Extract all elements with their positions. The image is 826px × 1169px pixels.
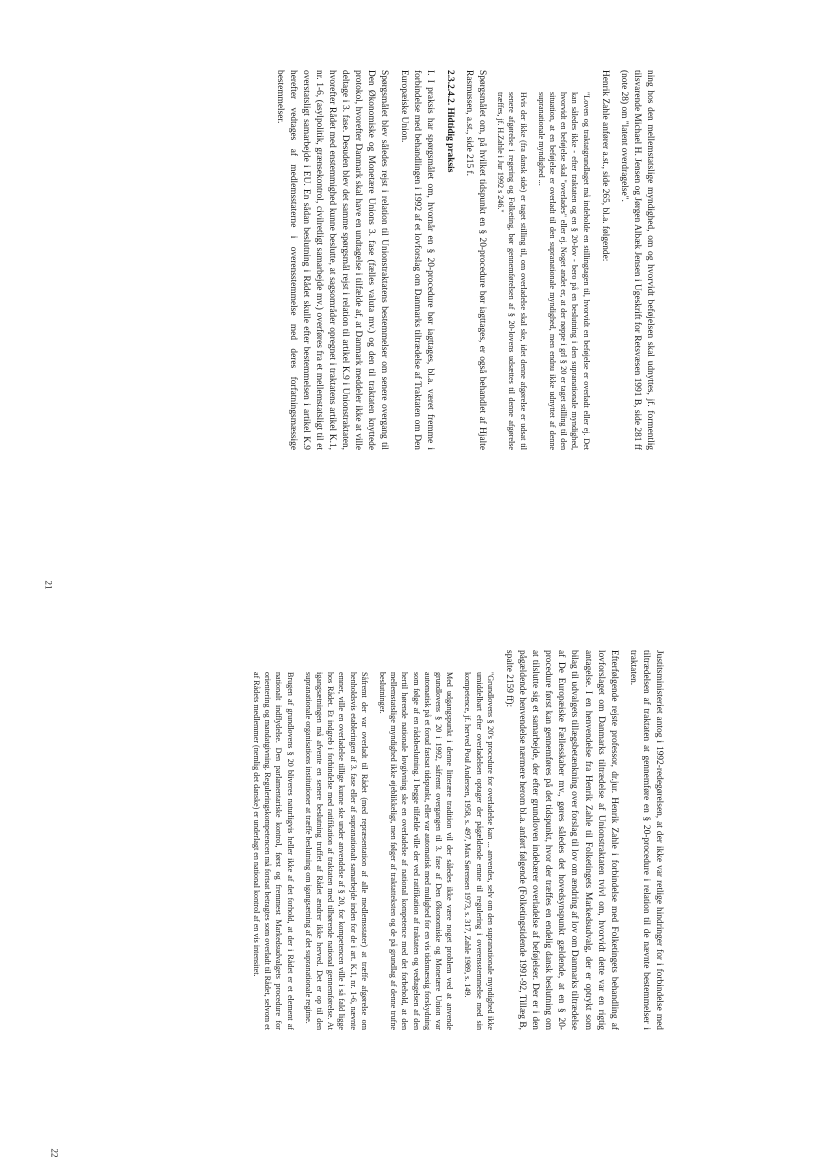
block-quote: Såfremt der var overladt til Rådet (med repræsentation af alle medlemsstater) at træffe afgørelse om henholdsvis etableringen af 3. fase eller af supranationalt samarbejde inden for de i art. K.1, nr. 1-6, nævnte emner, ville en overladelse tillige kunne ske under anvendelse af § 20, for kompetencen ville i så fald ligge hos Rådet. Et indgreb i forbindelse med ratifikation af traktaten med tilhørende national gennemførelse. At igangsætningen må afvente en senere beslutning truffet af Rådet ændrer ikke herved. Det er op til den supranationale organisations institutioner at træffe beslutning om igangsætning af det supranationale regime. [303, 672, 369, 1030]
paragraph: I. I praksis har spørgsmålet om, hvornår en § 20-procedure bør iagttages, bl.a. været fremme i forbindelse med behandlingen i 1992 af et lovforslag om Danmarks tiltrædelse af Traktaten om Den Europæiske Union. [398, 70, 435, 450]
paragraph: Spørgsmålet om, på hvilket tidspunkt en § 20-procedure bør iagttages, er også behandlet af Hjalte Rasmussen, a.st., side 215 f. [463, 70, 487, 450]
block-quote: Hvis der ikke (fra dansk side) er taget stilling til, om overladelse skal ske, idet denne afgørelse er udsat til senere afgørelse i regering og Folketing, bør gennemførelsen af § 20-lovens udsættes til denne afgørelse træffes, jf. H.Zahle i Jur 1992 s 246." [496, 92, 528, 450]
block-quote: "Grundlovens § 20's procedure for overladelse kan ... anvendes, selv om den supranationale myndighed ikke umiddelbart efter overladelsen optager der pågældende emne til regulering i overensstemmelse med sin kompetence, jf. herved Poul Andersen, 1958, s. 497, Max Sørensen 1973, s. 317, Zahle 1989, s. 149. [463, 672, 495, 1030]
page-22 [95, 650, 665, 1030]
paragraph: Spørgsmålet blev således rejst i relation til Unionstraktatens bestemmelser om senere overgang til Den Økonomiske og Monetære Unions 3. fase (fælles valuta mv.) og den til traktaten knyttede protokol, hvorefter Danmark skal have en undtagelse i tilfælde af, at Danmark meddeler ikke at ville deltage i 3. fase. Desuden blev det samme spørgsmål rejst i relation til artikel K.9 i Unionstraktaten, hvorefter Rådet med enstemmighed kunne beslutte, at sagsområder opregnet i traktatens artikel K.1, nr. 1-6, (asylpolitik, grænsekontrol, civilretligt samarbejde mv.) overføres fra et mellemstatsligt til et overstatsligt samarbejde i EU. En sådan beslutning i Rådet skulle efter bestemmelsen i artikel K.9 herefter vedtages af medlemsstaterne i overensstemmelse med deres forfatningsmæssige bestemmelser. [274, 70, 390, 450]
block-quote: Med udgangspunkt i denne litterære tradition vil der således ikke være noget problem ved at anvende grundlovens § 20 i 1992, såfremt overgangen til 3. fase af Den Økonomiske og Monetære Union var automatisk på et forud fastsat tidspunkt, eller var automatisk med mulighed for en vis tidsmæssig forskydning som følge af en rådsbeslutning. I begge tilfælde ville der ved ratifikation af traktaten og vedtagelsen af den hertil hørende nationale lovgivning ske en overladelse af national kompetence med det forbehold, at den mellemstatslige myndighed ikke øjeblikkeligt, men følger af traktatteksten og de på grundlag af denne trufne beslutninger. [378, 672, 455, 1030]
paragraph: Justitsministeriet antog i 1992-redegørelsen, at der ikke var retlige hindringer for i forbindelse med tiltrædelsen af traktaten at gennemføre en § 20-procedure i relation til de nævnte bestemmelser i traktaten. [627, 650, 664, 1030]
page-number: 21 [43, 580, 54, 590]
page-number: 22 [49, 1148, 60, 1158]
paragraph: Henrik Zahle anfører a.st., side 265, bl.a. følgende: [599, 70, 610, 262]
block-quote: Brugen af grundlovens § 20 bliveres naturligvis heller ikke af det forhold, at der i Rådet er et element af nationalt indflydelse. Den parlamentariske kontrol, først og fremmest Markedsudvalgets procedure for orientering og mandatgivning. Reguleringskompetencen må fortsat betragtes som overladt til Rådet, selvom et af Rådets medlemmer (nemlig det danske) er underlagt en national kontrol af en vis intensitet. [252, 672, 295, 1030]
page-22-text [95, 650, 665, 1030]
page-21 [86, 70, 656, 450]
paragraph: ning hos den mellemstatslige myndighed, om og hvorvidt beføjelsen skal udnyttes, jf. formentlig tilsvarende Michael H. Jensen og Jørgen Albæk Jensen i Ugeskrift for Retsvæsen 1991 B, side 281 ff (note 28) om "latent overdragelse". [618, 70, 655, 450]
section-heading: 2.3.2.4.2. Hidtidig praksis [444, 70, 455, 173]
paragraph: Efterfølgende rejste professor, dr.jur. Henrik Zahle i forbindelse med Folketingets behandling af lovforslaget om Danmarks tiltrædelse af Unionstraktaten tvivl om, hvorvidt dette var en rigtig antagelse. I en henvendelse fra Henrik Zahle til Folketingets Markedsudvalg, der er optrykt som bilag til udvalgets tillægsbetænkning over forslag til lov om ændring af lov om Danmarks tiltrædelse af De Europæiske Fællesskaber mv., gøres således det hovedsynspunkt gældende, at en § 20-procedure først kan gennemføres på det tidspunkt, hvor der træffes en endelig dansk beslutning om at tilslutte sig et samarbejde, der efter grundloven indebærer overladelse af beføjelser. Der er i den pågældende henvendelse nærmere herom bl.a. anført følgende (Folketingstidende 1991-92, Tillæg B, spalte 2159 ff): [503, 650, 619, 1030]
page-21-text [86, 70, 656, 450]
block-quote: "Loven og traktatgrundlaget må indeholde en stillingtagen til, hvorvidt en beføjelse er overladt eller ej. Det kan således ikke - efter traktaten og en § 20-lov - bero på en beslutning i den supranationale myndighed, hvorvidt en beføjelse skal "overlades" eller ej. Noget andet er, at der nøppe i grl § 20 er taget stilling til den situation, at en beføjelse er overladt til den supranationale myndighed, men endnu ikke udnyttet af denne supranationale myndighed ... [536, 92, 591, 450]
